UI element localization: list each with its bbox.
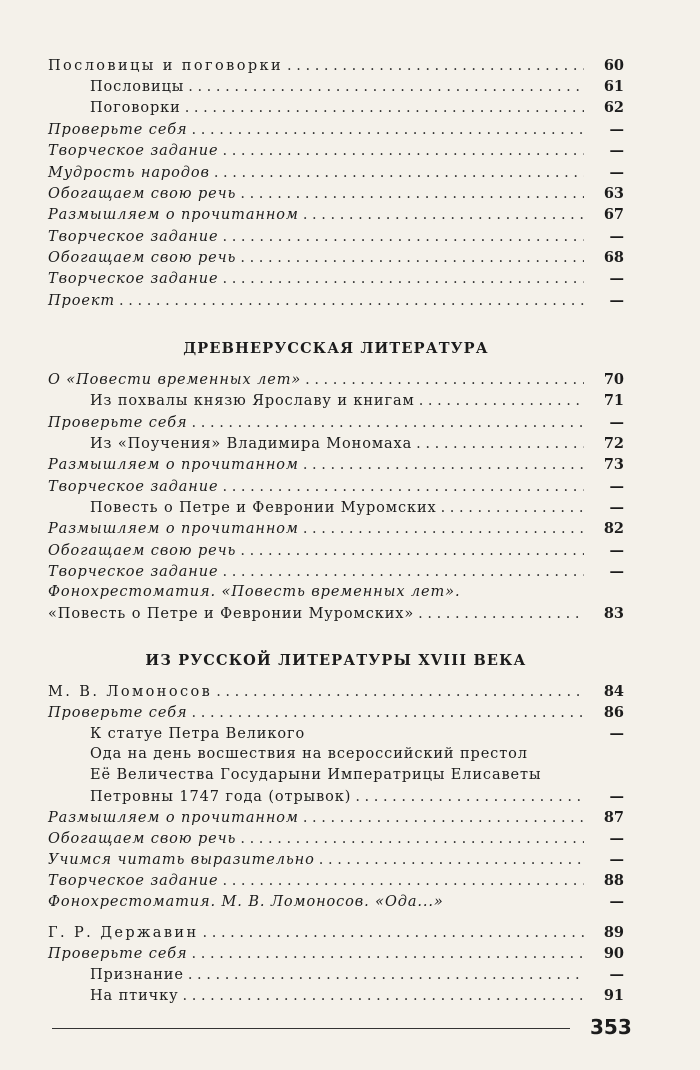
- toc-entry: [48, 870, 624, 891]
- leader-dots: [192, 413, 584, 434]
- toc-entry: [48, 454, 624, 475]
- leader-dots: [303, 808, 584, 829]
- leader-dots: [441, 498, 584, 519]
- entry-page: 73: [603, 456, 624, 473]
- entry-title: Творческое задание: [48, 143, 219, 159]
- toc-entry: [48, 828, 624, 849]
- entry-title: К статуе Петра Великого: [90, 726, 306, 742]
- entry-page: —: [609, 966, 624, 983]
- entry-title: Творческое задание: [48, 564, 219, 580]
- entry-page: —: [609, 164, 624, 181]
- entry-title: Размышляем о прочитанном: [48, 810, 299, 826]
- leader-dots: [192, 120, 584, 141]
- leader-dots: [303, 205, 584, 226]
- entry-page: 63: [603, 185, 624, 202]
- entry-page: —: [609, 788, 624, 805]
- toc-entry: [48, 723, 624, 744]
- footer-rule: [52, 1028, 570, 1029]
- entry-title: Размышляем о прочитанном: [48, 457, 299, 473]
- toc-entry: [48, 786, 624, 807]
- entry-page: 67: [603, 206, 624, 223]
- leader-dots: [419, 391, 584, 412]
- toc-entry: [48, 204, 624, 225]
- entry-title: Проект: [48, 293, 116, 309]
- entry-title: Фонохрестоматия. М. В. Ломоносов. «Ода...»: [48, 894, 444, 910]
- entry-title: О «Повести временных лет»: [48, 372, 302, 388]
- toc-entry: [48, 390, 624, 411]
- leader-dots: [188, 77, 584, 98]
- entry-page: 60: [603, 57, 624, 74]
- toc-entry: [48, 268, 624, 289]
- toc-entry: [48, 807, 624, 828]
- entry-title: Мудрость народов: [48, 165, 210, 181]
- leader-dots: [216, 682, 584, 703]
- entry-page: —: [609, 270, 624, 287]
- toc-entry: [48, 497, 624, 518]
- entry-page: —: [609, 725, 624, 742]
- toc-entry: [48, 922, 624, 943]
- toc-entry: [48, 76, 624, 97]
- entry-title: Петровны 1747 года (отрывок): [90, 789, 352, 805]
- leader-dots: [319, 850, 584, 871]
- toc-entry-continued: Её Величества Государыни Императрицы Елисаветы: [90, 767, 542, 783]
- toc-entry: [48, 985, 624, 1006]
- entry-page: —: [609, 542, 624, 559]
- entry-page: —: [609, 563, 624, 580]
- entry-page: —: [609, 228, 624, 245]
- toc-entry: [48, 943, 624, 964]
- entry-title: Учимся читать выразительно: [48, 852, 315, 868]
- toc-entry: [48, 518, 624, 539]
- leader-dots: [355, 787, 584, 808]
- leader-dots: [185, 98, 584, 119]
- entry-page: 68: [603, 249, 624, 266]
- entry-page: —: [609, 893, 624, 910]
- toc-entry: [48, 97, 624, 118]
- toc-entry: [48, 290, 624, 311]
- entry-title: Признание: [90, 967, 184, 983]
- entry-page: 88: [603, 872, 624, 889]
- entry-page: —: [609, 830, 624, 847]
- entry-title: Обогащаем свою речь: [48, 543, 237, 559]
- toc-entry: [48, 247, 624, 268]
- entry-title: «Повесть о Петре и Февронии Муромских»: [48, 606, 415, 622]
- entry-title: Обогащаем свою речь: [48, 186, 237, 202]
- toc-entry: [48, 369, 624, 390]
- leader-dots: [119, 291, 584, 312]
- entry-title: Проверьте себя: [48, 122, 188, 138]
- entry-page: 72: [603, 435, 624, 452]
- leader-dots: [303, 455, 584, 476]
- entry-title: Поговорки: [90, 100, 181, 116]
- entry-title: Обогащаем свою речь: [48, 831, 237, 847]
- entry-title: Повесть о Петре и Февронии Муромских: [90, 500, 437, 516]
- toc-entry: [48, 561, 624, 582]
- toc-entry-continued: Ода на день восшествия на всероссийский престол: [90, 746, 528, 762]
- entry-title: Размышляем о прочитанном: [48, 521, 299, 537]
- entry-title: Проверьте себя: [48, 946, 188, 962]
- leader-dots: [240, 541, 584, 562]
- leader-dots: [222, 269, 584, 290]
- entry-page: —: [609, 851, 624, 868]
- toc-entry: [48, 55, 624, 76]
- entry-title: На птичку: [90, 988, 179, 1004]
- entry-page: —: [609, 499, 624, 516]
- entry-title: Творческое задание: [48, 229, 219, 245]
- leader-dots: [222, 141, 584, 162]
- entry-page: —: [609, 292, 624, 309]
- leader-dots: [305, 370, 584, 391]
- leader-dots: [203, 923, 584, 944]
- leader-dots: [222, 227, 584, 248]
- entry-title: Из «Поучения» Владимира Мономаха: [90, 436, 413, 452]
- entry-title: Пословицы: [90, 79, 185, 95]
- entry-title: Обогащаем свою речь: [48, 250, 237, 266]
- toc-entry: [48, 891, 624, 912]
- entry-page: —: [609, 142, 624, 159]
- entry-title: Пословицы и поговорки: [48, 58, 284, 74]
- leader-dots: [416, 434, 584, 455]
- leader-dots: [222, 562, 584, 583]
- entry-page: 84: [603, 683, 624, 700]
- toc-entry: [48, 226, 624, 247]
- leader-dots: [287, 56, 584, 77]
- leader-dots: [222, 871, 584, 892]
- entry-page: 90: [603, 945, 624, 962]
- entry-title: Проверьте себя: [48, 705, 188, 721]
- leader-dots: [418, 604, 584, 625]
- entry-title: М. В. Ломоносов: [48, 684, 213, 700]
- leader-dots: [240, 829, 584, 850]
- section-heading: ДРЕВНЕРУССКАЯ ЛИТЕРАТУРА: [183, 340, 489, 357]
- entry-title: Творческое задание: [48, 271, 219, 287]
- leader-dots: [192, 944, 584, 965]
- entry-page: —: [609, 414, 624, 431]
- toc-entry: [48, 183, 624, 204]
- toc-entry-continued: Фонохрестоматия. «Повесть временных лет».: [48, 584, 461, 600]
- toc-entry: [48, 702, 624, 723]
- entry-title: Г. Р. Державин: [48, 925, 199, 941]
- toc-entry: [48, 119, 624, 140]
- leader-dots: [240, 184, 584, 205]
- section-heading: ИЗ РУССКОЙ ЛИТЕРАТУРЫ XVIII ВЕКА: [145, 652, 527, 669]
- leader-dots: [303, 519, 584, 540]
- entry-page: 62: [603, 99, 624, 116]
- leader-dots: [188, 965, 584, 986]
- toc-entry: [48, 964, 624, 985]
- toc-entry: [48, 140, 624, 161]
- entry-page: 82: [603, 520, 624, 537]
- entry-title: Проверьте себя: [48, 415, 188, 431]
- toc-entry: [48, 162, 624, 183]
- page-number: 353: [590, 1015, 632, 1039]
- toc-entry: [48, 849, 624, 870]
- entry-title: Размышляем о прочитанном: [48, 207, 299, 223]
- entry-page: 89: [603, 924, 624, 941]
- leader-dots: [183, 986, 584, 1007]
- entry-page: 61: [603, 78, 624, 95]
- leader-dots: [214, 163, 584, 184]
- entry-page: 86: [603, 704, 624, 721]
- entry-title: Из похвалы князю Ярославу и книгам: [90, 393, 415, 409]
- leader-dots: [240, 248, 584, 269]
- leader-dots: [222, 477, 584, 498]
- entry-page: —: [609, 478, 624, 495]
- toc-entry: [48, 681, 624, 702]
- entry-page: 91: [603, 987, 624, 1004]
- entry-page: —: [609, 121, 624, 138]
- toc-entry: [48, 412, 624, 433]
- entry-title: Творческое задание: [48, 479, 219, 495]
- entry-page: 71: [603, 392, 624, 409]
- entry-page: 83: [603, 605, 624, 622]
- entry-title: Творческое задание: [48, 873, 219, 889]
- toc-entry: [48, 476, 624, 497]
- toc-entry: [48, 540, 624, 561]
- leader-dots: [192, 703, 584, 724]
- entry-page: 70: [603, 371, 624, 388]
- toc-entry: [48, 603, 624, 624]
- entry-page: 87: [603, 809, 624, 826]
- toc-entry: [48, 433, 624, 454]
